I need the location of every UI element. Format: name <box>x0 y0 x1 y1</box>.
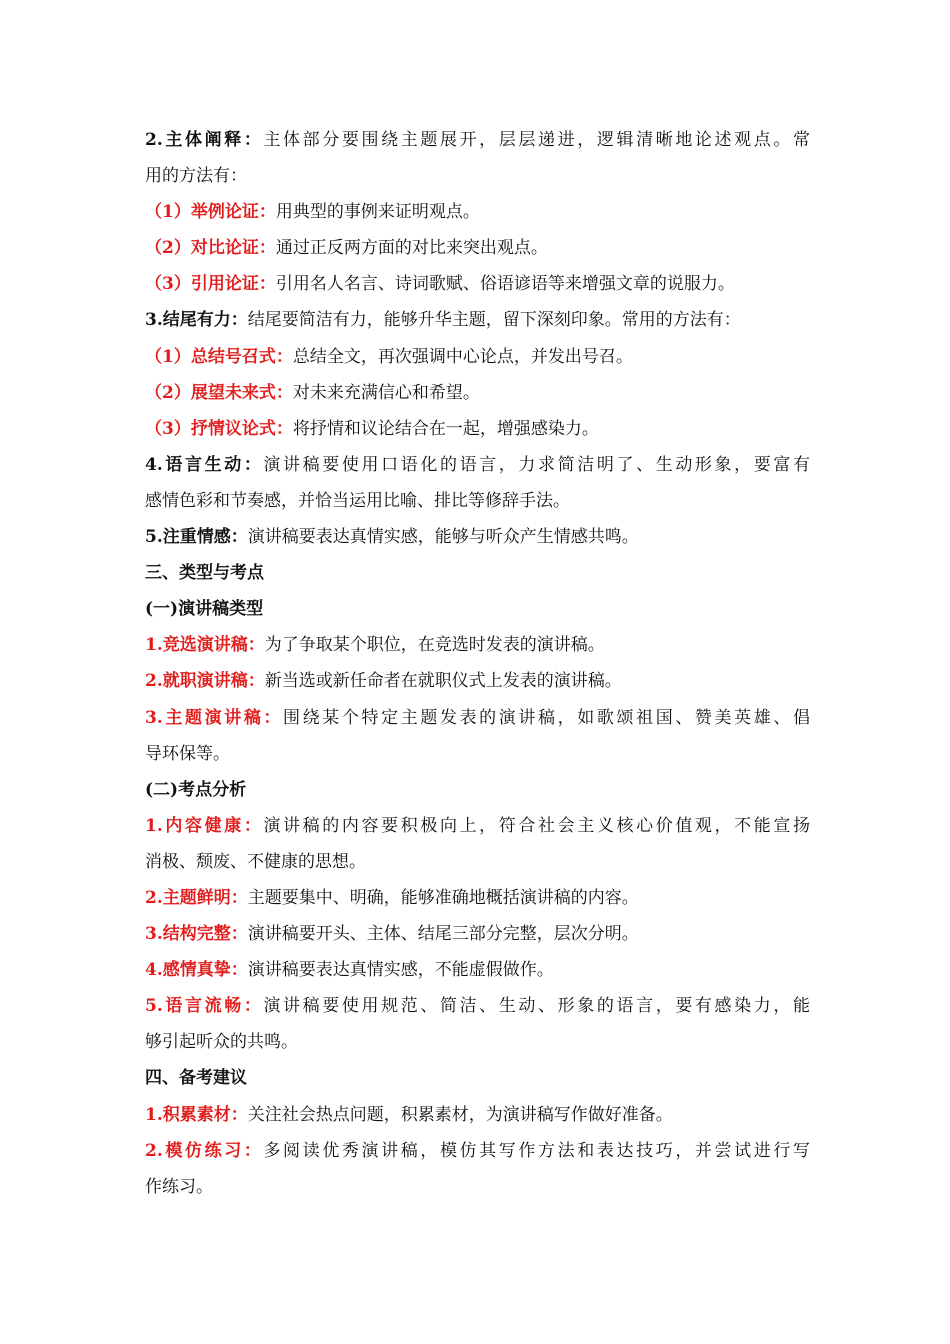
list-item <box>145 988 810 1024</box>
method-label: （2）对比论证： <box>145 238 276 259</box>
list-item <box>145 1133 810 1169</box>
method-text: 引用名人名言、诗词歌赋、俗语谚语等来增强文章的说服力。 <box>275 274 735 295</box>
advice-text-cont: 作练习。 <box>145 1176 213 1197</box>
main-body-text-cont: 用的方法有： <box>145 166 247 187</box>
type-text: 为了争取某个职位，在竞选时发表的演讲稿。 <box>264 635 605 656</box>
list-item <box>145 663 810 699</box>
advice-text: 多阅读优秀演讲稿，模仿其写作方法和表达技巧，并尝试进行写 <box>263 1140 810 1161</box>
point-label: 3.结构完整： <box>145 924 248 945</box>
section-heading: 四、备考建议 <box>145 1068 247 1089</box>
method-text: 对未来充满信心和希望。 <box>292 382 480 403</box>
method-text: 总结全文，再次强调中心论点，并发出号召。 <box>292 346 633 367</box>
list-item <box>145 808 810 844</box>
point-text: 演讲稿要开头、主体、结尾三部分完整，层次分明。 <box>247 924 639 945</box>
point-text: 主题要集中、明确，能够准确地概括演讲稿的内容。 <box>247 887 639 908</box>
paragraph-language <box>145 447 810 483</box>
list-item <box>145 952 810 988</box>
list-item <box>145 1097 810 1133</box>
paragraph-main-body <box>145 122 810 158</box>
method-label: （2）展望未来式： <box>145 382 293 403</box>
list-item <box>145 880 810 916</box>
paragraph-emotion <box>145 519 810 555</box>
type-label: 2.就职演讲稿： <box>145 671 265 692</box>
ending-text: 结尾要简洁有力，能够升华主题，留下深刻印象。常用的方法有： <box>247 310 741 331</box>
method-text: 用典型的事例来证明观点。 <box>275 202 480 223</box>
list-item <box>145 194 810 230</box>
method-label: （1）总结号召式： <box>145 346 293 367</box>
point-text: 演讲稿的内容要积极向上，符合社会主义核心价值观，不能宣扬 <box>263 815 810 836</box>
emotion-label: 5.注重情感： <box>145 527 248 548</box>
list-item <box>145 266 810 302</box>
point-text: 演讲稿要使用规范、简洁、生动、形象的语言，要有感染力，能 <box>263 996 810 1017</box>
language-label: 4.语言生动： <box>145 454 264 475</box>
list-item <box>145 230 810 266</box>
list-item <box>145 700 810 736</box>
type-label: 1.竞选演讲稿： <box>145 635 265 656</box>
subsection-heading: (二)考点分析 <box>145 779 247 800</box>
list-item-cont <box>145 1169 810 1205</box>
advice-label: 1.积累素材： <box>145 1104 248 1125</box>
point-label: 1.内容健康： <box>145 815 264 836</box>
paragraph-main-body-cont <box>145 158 810 194</box>
advice-label: 2.模仿练习： <box>145 1140 264 1161</box>
method-label: （1）举例论证： <box>145 202 276 223</box>
list-item <box>145 916 810 952</box>
emotion-text: 演讲稿要表达真情实感，能够与听众产生情感共鸣。 <box>247 527 639 548</box>
list-item-cont <box>145 844 810 880</box>
paragraph-language-cont <box>145 483 810 519</box>
main-body-label: 2.主体阐释： <box>145 130 264 150</box>
type-text-cont: 导环保等。 <box>145 743 230 764</box>
advice-text: 关注社会热点问题，积累素材，为演讲稿写作做好准备。 <box>247 1104 673 1125</box>
subsection-heading: (一)演讲稿类型 <box>145 599 264 620</box>
point-label: 5.语言流畅： <box>145 996 264 1017</box>
point-label: 2.主题鲜明： <box>145 887 248 908</box>
method-label: （3）抒情议论式： <box>145 418 293 439</box>
type-text: 新当选或新任命者在就职仪式上发表的演讲稿。 <box>264 671 622 692</box>
point-label: 4.感情真挚： <box>145 960 248 981</box>
type-text: 围绕某个特定主题发表的演讲稿，如歌颂祖国、赞美英雄、倡 <box>283 707 810 728</box>
language-text: 演讲稿要使用口语化的语言，力求简洁明了、生动形象，要富有 <box>263 454 810 475</box>
list-item <box>145 339 810 375</box>
method-text: 将抒情和议论结合在一起，增强感染力。 <box>292 418 599 439</box>
ending-label: 3.结尾有力： <box>145 310 248 331</box>
list-item-cont <box>145 1024 810 1060</box>
type-label: 3.主题演讲稿： <box>145 707 284 728</box>
section-heading: 三、类型与考点 <box>145 563 264 584</box>
method-text: 通过正反两方面的对比来突出观点。 <box>275 238 548 259</box>
point-text: 演讲稿要表达真情实感，不能虚假做作。 <box>247 960 554 981</box>
point-text-cont: 消极、颓废、不健康的思想。 <box>145 851 366 872</box>
list-item-cont <box>145 736 810 772</box>
list-item <box>145 627 810 663</box>
language-text-cont: 感情色彩和节奏感，并恰当运用比喻、排比等修辞手法。 <box>145 490 570 511</box>
document-page <box>145 122 810 1205</box>
paragraph-ending <box>145 302 810 338</box>
list-item <box>145 411 810 447</box>
main-body-text: 主体部分要围绕主题展开，层层递进，逻辑清晰地论述观点。常 <box>263 130 810 150</box>
list-item <box>145 375 810 411</box>
point-text-cont: 够引起听众的共鸣。 <box>145 1032 298 1053</box>
method-label: （3）引用论证： <box>145 274 276 295</box>
